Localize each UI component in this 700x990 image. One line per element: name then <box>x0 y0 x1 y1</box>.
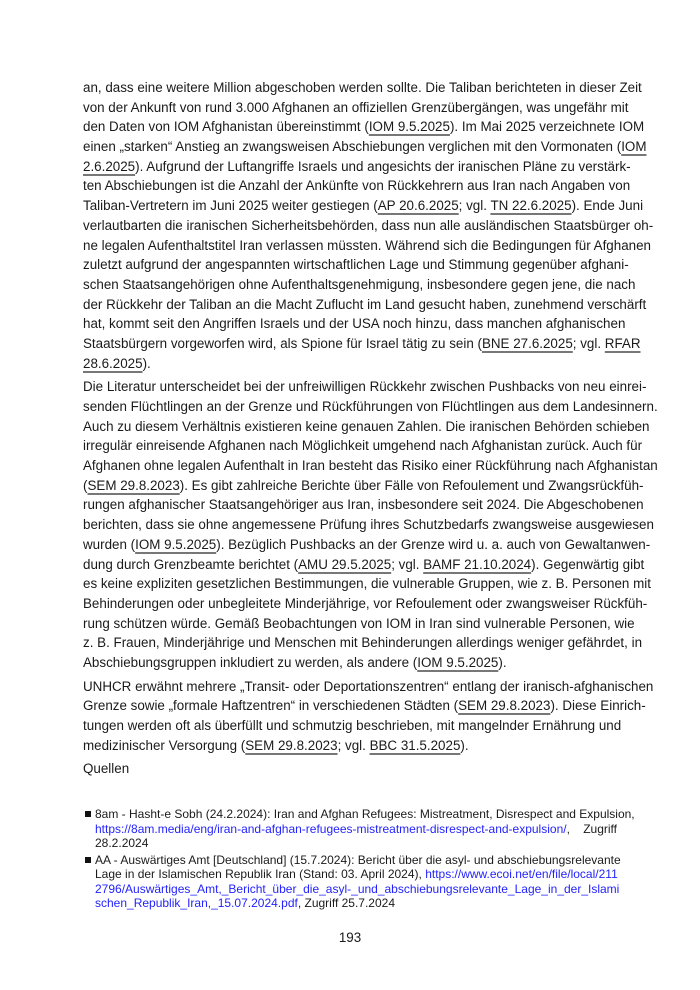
text-line <box>83 515 654 535</box>
source-line <box>95 896 617 911</box>
text-segment: irregulär einreisende Afghanen nach Möglichkeit umgehend nach Afghanistan zurück. Auch für <box>83 438 643 454</box>
text-segment: an, dass eine weitere Million abgeschoben werden sollte. Die Taliban berichteten in dieser Zeit <box>83 80 642 95</box>
text-line <box>83 216 654 236</box>
text-segment: wurden ( <box>83 536 136 552</box>
citation-link[interactable]: IOM <box>621 139 647 155</box>
source-line <box>95 881 620 897</box>
text-line <box>83 436 643 456</box>
citation-link[interactable]: IOM 9.5.2025 <box>417 654 499 670</box>
text-line <box>83 354 617 374</box>
page-number: 193 <box>338 930 362 945</box>
source-line <box>95 807 635 822</box>
text-segment: , Zugriff <box>566 821 617 836</box>
citation-link[interactable]: SEM 29.8.2023 <box>87 477 180 493</box>
citation-link[interactable]: TN 22.6.2025 <box>490 198 572 214</box>
source-url-link[interactable]: schen_Republik_Iran,_15.07.2024.pdf <box>95 896 298 911</box>
text-segment: ). Aufgrund der Luftangriffe Israels und angesichts der iranischen Pläne zu verstärk- <box>135 158 631 174</box>
text-line <box>83 417 650 437</box>
source-url-link[interactable]: 2796/Auswärtiges_Amt,_Bericht_über_die_asyl-_und_abschiebungsrelevante_Lage_in_der_Islami <box>95 881 620 896</box>
text-segment: ). <box>498 654 507 670</box>
text-segment: AA - Auswärtiges Amt [Deutschland] (15.7.2024): Bericht über die asyl- und abschiebungsrelevante <box>95 852 621 867</box>
text-line <box>83 295 647 315</box>
text-segment: , Zugriff 25.7.2024 <box>297 896 396 911</box>
text-segment: es keine expliziten gesetzlichen Bestimmungen, die vulnerable Gruppen, wie z. B. Personen mit <box>83 576 651 592</box>
text-segment: ). Ende Juni <box>571 198 644 214</box>
source-item <box>85 852 621 911</box>
text-segment: verlautbarten die iranischen Sicherheitsbehörden, dass nun alle ausländischen Staatsbürger oh- <box>83 217 654 233</box>
citation-link[interactable]: RFAR <box>604 335 641 351</box>
text-segment: Auch zu diesem Verhältnis existieren keine genauen Zahlen. Die iranischen Behörden schieben <box>83 418 650 434</box>
text-line <box>83 196 644 216</box>
text-line <box>83 456 658 476</box>
citation-link[interactable]: BAMF 21.10.2024 <box>423 556 532 572</box>
text-segment: 28.2.2024 <box>95 836 149 851</box>
text-segment: ; vgl. <box>337 737 370 753</box>
paragraph <box>83 78 654 373</box>
text-line <box>83 334 641 354</box>
sources-heading: Quellen <box>83 761 130 777</box>
text-line <box>83 377 647 397</box>
citation-link[interactable]: IOM 9.5.2025 <box>135 536 217 552</box>
text-segment: senden Flüchtlingen an der Grenze und Rückführungen von Flüchtlingen aus dem Landesinnern. <box>83 399 658 414</box>
sources-list <box>83 807 635 911</box>
text-segment: Behinderungen oder unbegleitete Minderjährige, vor Refoulement oder zwangsweiser Rückfüh- <box>83 595 648 611</box>
text-segment: ; vgl. <box>391 556 424 572</box>
text-segment: z. B. Frauen, Minderjährige und Menschen mit Behinderungen allerdings weniger gefährdet, in <box>83 635 643 651</box>
text-segment: medizinischer Versorgung ( <box>83 737 246 753</box>
text-line <box>83 594 648 614</box>
text-segment: der Rückkehr der Taliban an die Macht Zuflucht im Land gesucht haben, zunehmend verschärft <box>83 296 647 312</box>
text-line <box>83 275 636 295</box>
bullet-icon <box>85 811 91 817</box>
text-segment: ( <box>83 477 88 493</box>
text-line <box>83 176 631 196</box>
text-segment: einen „starken“ Anstieg an zwangsweisen Abschiebungen verglichen mit den Vormonaten ( <box>83 139 622 155</box>
citation-link[interactable]: 2.6.2025 <box>83 158 136 174</box>
text-segment: ; vgl. <box>572 335 605 351</box>
text-segment: Abschiebungsgruppen inkludiert zu werden, als andere ( <box>83 654 418 670</box>
text-segment: ). Diese Einrich- <box>550 698 646 714</box>
text-segment: Staatsbürgern vorgeworfen wird, als Spione für Israel tätig zu sein ( <box>83 335 482 351</box>
text-line <box>83 98 629 118</box>
text-line <box>83 614 635 634</box>
text-segment: tungen werden oft als überfüllt und schmutzig beschrieben, mit mangelnder Ernährung und <box>83 718 622 733</box>
text-line <box>83 633 643 653</box>
document-page <box>83 78 658 913</box>
text-segment: UNHCR erwähnt mehrere „Transit- oder Deportationszentren“ entlang der iranisch-afghanischen <box>83 678 654 694</box>
text-line <box>83 137 647 157</box>
text-line <box>83 78 642 98</box>
citation-link[interactable]: AP 20.6.2025 <box>377 198 459 214</box>
text-line <box>83 117 645 137</box>
text-segment: von der Ankunft von rund 3.000 Afghanen an offiziellen Grenzübergängen, was ungefähr mit <box>83 99 629 115</box>
text-segment: ; vgl. <box>458 198 491 214</box>
bullet-icon <box>85 857 91 863</box>
source-line <box>95 822 617 837</box>
text-segment: Afghanen ohne legalen Aufenthalt in Iran besteht das Risiko einer Rückführung nach Afghanistan <box>83 458 658 474</box>
source-item <box>85 807 635 851</box>
text-segment: ne legalen Aufenthaltstitel Iran verlassen müssten. Während sich die Bedingungen für Afghanen <box>83 237 651 253</box>
text-segment: schen Staatsangehörigen ohne Aufenthaltsgenehmigung, insbesondere gegen jene, die nach <box>83 276 636 292</box>
text-segment: Die Literatur unterscheidet bei der unfreiwilligen Rückkehr zwischen Pushbacks von neu einrei- <box>83 379 647 395</box>
source-line <box>95 867 617 882</box>
text-segment: berichten, dass sie ohne angemessene Prüfung ihres Schutzbedarfs zwangsweise ausgewiesen <box>83 517 654 533</box>
text-line <box>83 574 651 594</box>
body-text <box>83 78 658 755</box>
text-segment: 8am - Hasht-e Sobh (24.2.2024): Iran and Afghan Refugees: Mistreatment, Disrespect and Expulsion, <box>95 807 635 822</box>
text-segment: ten Abschiebungen ist die Anzahl der Ankünfte von Rückkehrern aus Iran nach Angaben von <box>83 178 631 194</box>
text-segment: rungen afghanischer Staatsangehöriger aus Iran, insbesondere seit 2024. Die Abgeschobenen <box>83 497 644 513</box>
paragraph <box>83 677 654 756</box>
citation-link[interactable]: BBC 31.5.2025 <box>369 737 461 753</box>
text-line <box>83 653 617 673</box>
text-line <box>83 236 651 256</box>
text-segment: Lage in der Islamischen Republik Iran (Stand: 03. April 2024), <box>95 867 426 882</box>
text-segment: ). <box>460 737 469 753</box>
text-segment: ). Es gibt zahlreiche Berichte über Fälle von Refoulement und Zwangsrückfüh- <box>179 477 644 493</box>
text-segment: ). <box>142 355 151 371</box>
text-line <box>83 555 645 575</box>
text-line <box>83 314 626 334</box>
citation-link[interactable]: BNE 27.6.2025 <box>481 335 573 351</box>
citation-link[interactable]: SEM 29.8.2023 <box>245 737 338 753</box>
text-segment: den Daten von IOM Afghanistan übereinstimmt ( <box>83 119 369 135</box>
source-line <box>95 852 621 868</box>
source-url-link[interactable]: https://www.ecoi.net/en/file/local/211 <box>425 867 618 882</box>
text-line <box>83 157 631 177</box>
text-line <box>83 677 654 697</box>
text-line <box>83 535 651 555</box>
text-line <box>83 476 644 496</box>
citation-link[interactable]: AMU 29.5.2025 <box>298 556 392 572</box>
text-segment: rung schützen würde. Gemäß Beobachtungen von IOM in Iran sind vulnerable Personen, wie <box>83 615 635 631</box>
text-segment: zuletzt aufgrund der angespannten wirtschaftlichen Lage und Stimmung gegenüber afghani- <box>83 257 629 273</box>
text-segment: ). Gegenwärtig gibt <box>531 556 645 572</box>
text-line <box>83 716 622 736</box>
source-url-link[interactable]: https://8am.media/eng/iran-and-afghan-refugees-mistreatment-disrespect-and-expulsion/ <box>95 821 567 836</box>
text-segment: Grenze sowie „formale Haftzentren“ in verschiedenen Städten ( <box>83 698 459 714</box>
citation-link[interactable]: 28.6.2025 <box>83 355 143 371</box>
source-line <box>95 836 617 851</box>
text-line <box>83 696 646 716</box>
text-segment: Taliban-Vertretern im Juni 2025 weiter gestiegen ( <box>83 198 378 214</box>
paragraph <box>83 377 658 672</box>
citation-link[interactable]: SEM 29.8.2023 <box>458 698 551 714</box>
text-segment: dung durch Grenzbeamte berichtet ( <box>83 556 299 572</box>
text-segment: hat, kommt seit den Angriffen Israels und der USA noch hinzu, dass manchen afghanischen <box>83 316 626 332</box>
text-line <box>83 397 658 417</box>
citation-link[interactable]: IOM 9.5.2025 <box>368 119 450 135</box>
text-segment: ). Bezüglich Pushbacks an der Grenze wird u. a. auch von Gewaltanwen- <box>216 536 651 552</box>
text-segment: ). Im Mai 2025 verzeichnete IOM <box>449 119 645 135</box>
text-line <box>83 495 644 515</box>
text-line <box>83 255 629 275</box>
text-line <box>83 736 617 756</box>
